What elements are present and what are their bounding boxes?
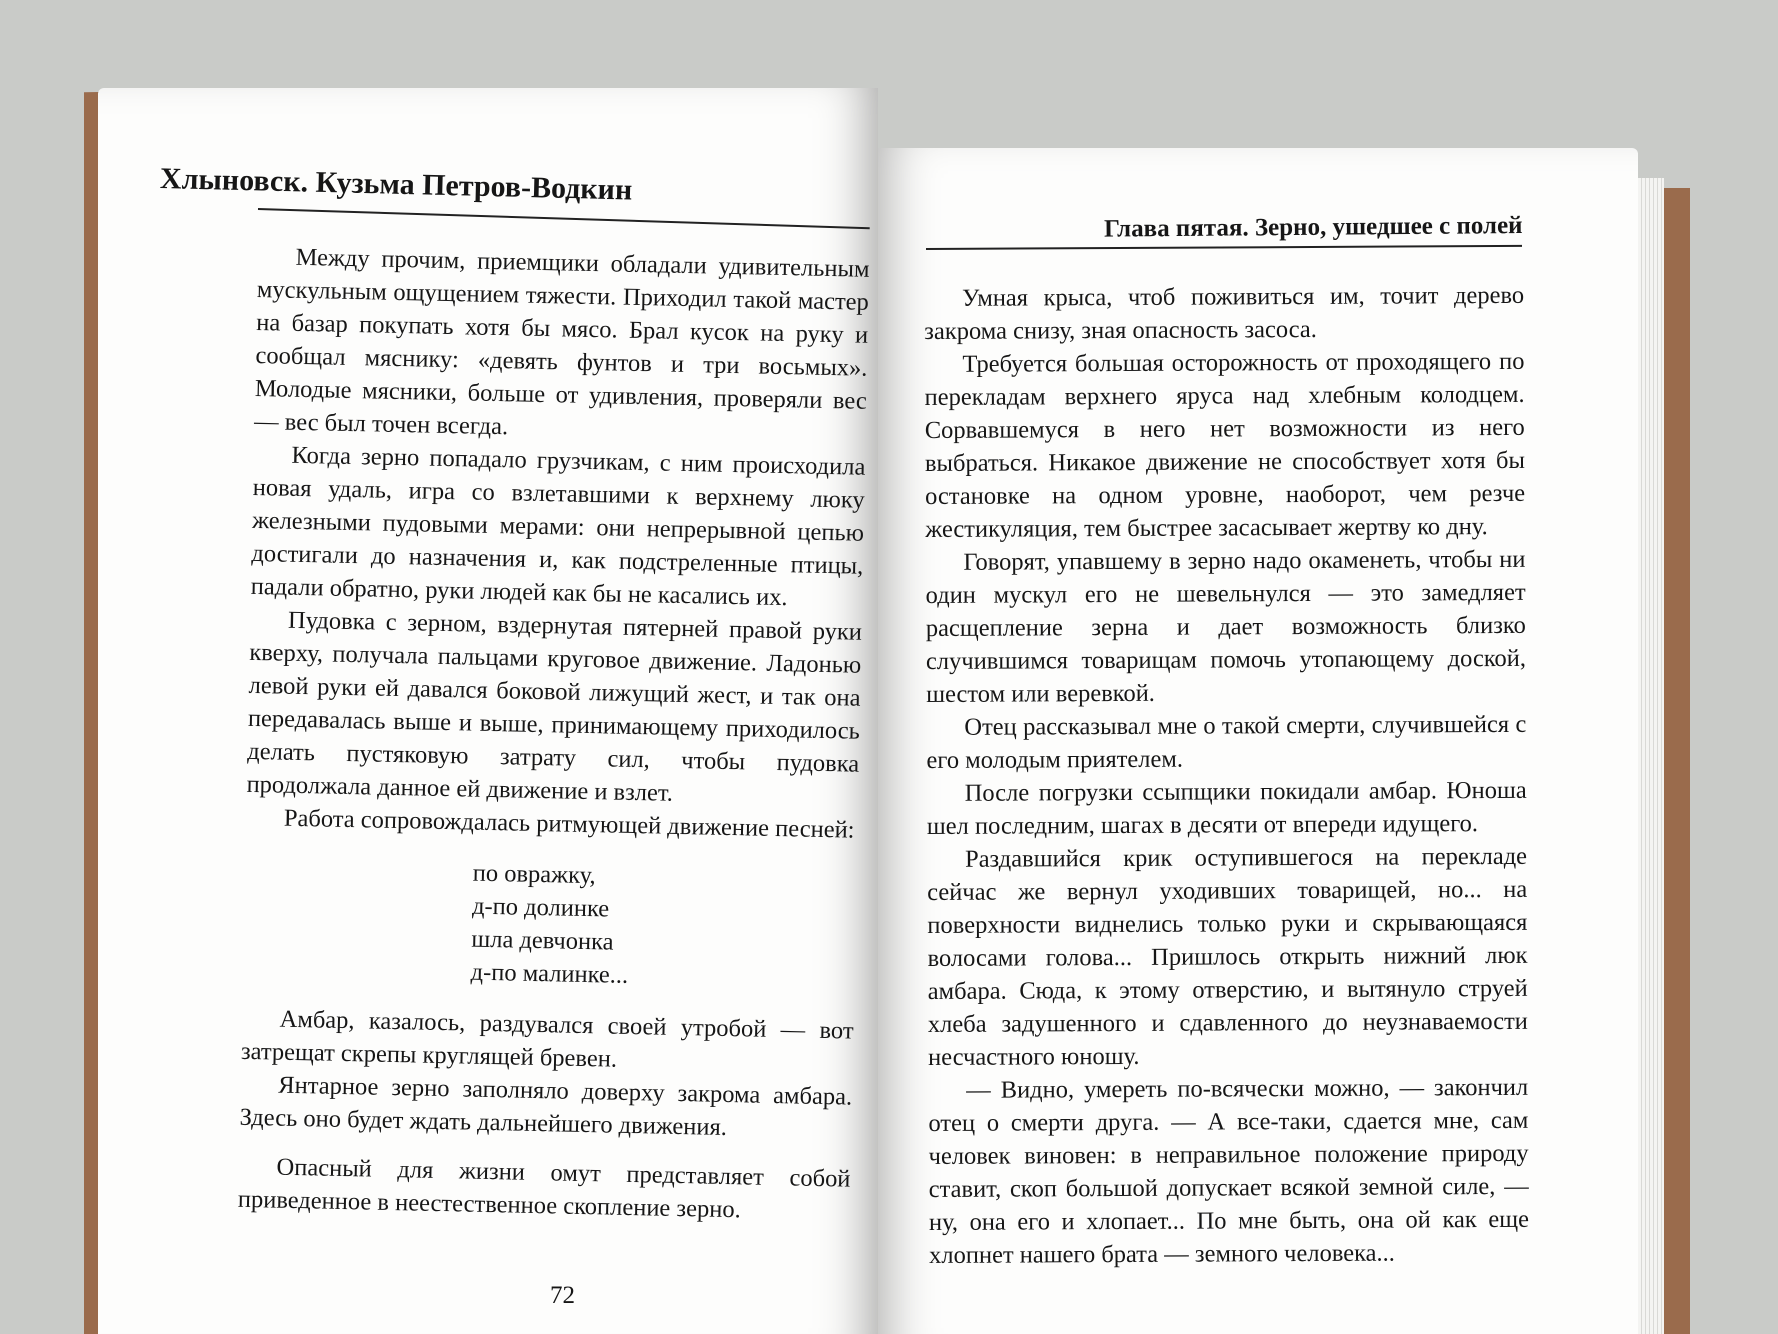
paragraph: Говорят, упавшему в зерно надо окаменеть, чтобы ни один мускул его не шевельнулся — это замедляет расщепление зерна и дает возможность близко случившимся товарищам помочь утопающему доской, шестом или веревкой.	[925, 545, 1527, 708]
verse-line: шла девчонка	[471, 925, 614, 956]
paragraph: После погрузки ссыпщики покидали амбар. Юноша шел последним, шагах в десяти от впереди идущего.	[926, 776, 1527, 840]
paragraph: Требуется большая осторожность от проходящего по перекладам верхнего яруса над хлебным колодцем. Сорвавшемуся в него нет возможности из него выбраться. Никакое движение не способствует хотя бы остановке на одном уровне, наоборот, чем резче жестикуляция, тем быстрее засасывает жертву ко дну.	[924, 347, 1526, 543]
book-cover-right	[1660, 188, 1690, 1334]
song-verse	[470, 857, 857, 997]
left-running-header: Хлыновск. Кузьма Петров-Водкин	[159, 162, 633, 207]
paragraph: Пудовка с зерном, вздернутая пятерней правой руки кверху, получала пальцами круговое движение. Ладонью левой руки ей давался боковой лижущий жест, и так она передавалась выше и выше, принимающему приходилось делать пустяковую затрату сил, чтобы пудовка продолжала данное ей движение и взлет.	[246, 606, 863, 807]
verse-line: д-по малинке...	[470, 958, 629, 989]
paragraph: Отец рассказывал мне о такой смерти, случившейся с его молодым приятелем.	[926, 710, 1527, 774]
verse-line: д-по долинке	[471, 892, 610, 923]
paragraph: Между прочим, приемщики обладали удивительным мускульным ощущением тяжести. Приходил такой мастер на базар покупать хотя бы мясо. Брал кусок на руку и сообщал мяснику: «девять фунтов и три восьмых». Молодые мясники, больше от удивления, проверяли вес — вес был точен всегда.	[253, 243, 870, 441]
right-running-header: Глава пятая. Зерно, ушедшее с полей	[1104, 212, 1524, 243]
right-text-column	[924, 279, 1529, 1272]
paragraph: — Видно, умереть по-всячески можно, — закончил отец о смерти друга. — А все-таки, сдается мне, сам человек виновен: в неправильное положение природу ставит, скоп большой допускает всякой земной силе, — ну, она его и хлопает... По мне быть, она ой как еще хлопнет нашего брата — земного человека...	[928, 1073, 1529, 1269]
left-text-column	[238, 240, 870, 1229]
verse-line: по овражку,	[472, 859, 596, 890]
paragraph: Янтарное зерно заполняло доверху закрома амбара. Здесь оно будет ждать дальнейшего движения.	[239, 1071, 853, 1142]
page-number: 72	[550, 1282, 575, 1309]
paragraph: Амбар, казалось, раздувался своей утробой — вот затрещат скрепы круглящей бревен.	[240, 1005, 854, 1073]
paragraph: Умная крыса, чтоб поживиться им, точит дерево закрома снизу, зная опасность засоса.	[924, 281, 1525, 345]
paragraph: Работа сопровождалась ритмующей движение песней:	[283, 804, 855, 844]
paragraph: Раздавшийся крик оступившегося на перекладе сейчас же вернул уходивших товарищей, но... на поверхности виднелись только руки и скрывающаяся волосами голова... Пришлось открыть нижний люк амбара. Сюда, к этому отверстию, и вытянуло струей хлеба задушенного и сдавленного до неузнаваемости несчастного юношу.	[927, 842, 1528, 1071]
paragraph: Когда зерно попадало грузчикам, с ним происходила новая удаль, игра со взлетавшими к верхнему люку железными пудовыми мерами: они непрерывной цепью достигали до назначения и, как подстреленные птицы, падали обратно, руки людей как бы не касались их.	[250, 441, 866, 612]
paragraph: Опасный для жизни омут представляет собой приведенное в неестественное скопление зерно.	[237, 1153, 851, 1224]
